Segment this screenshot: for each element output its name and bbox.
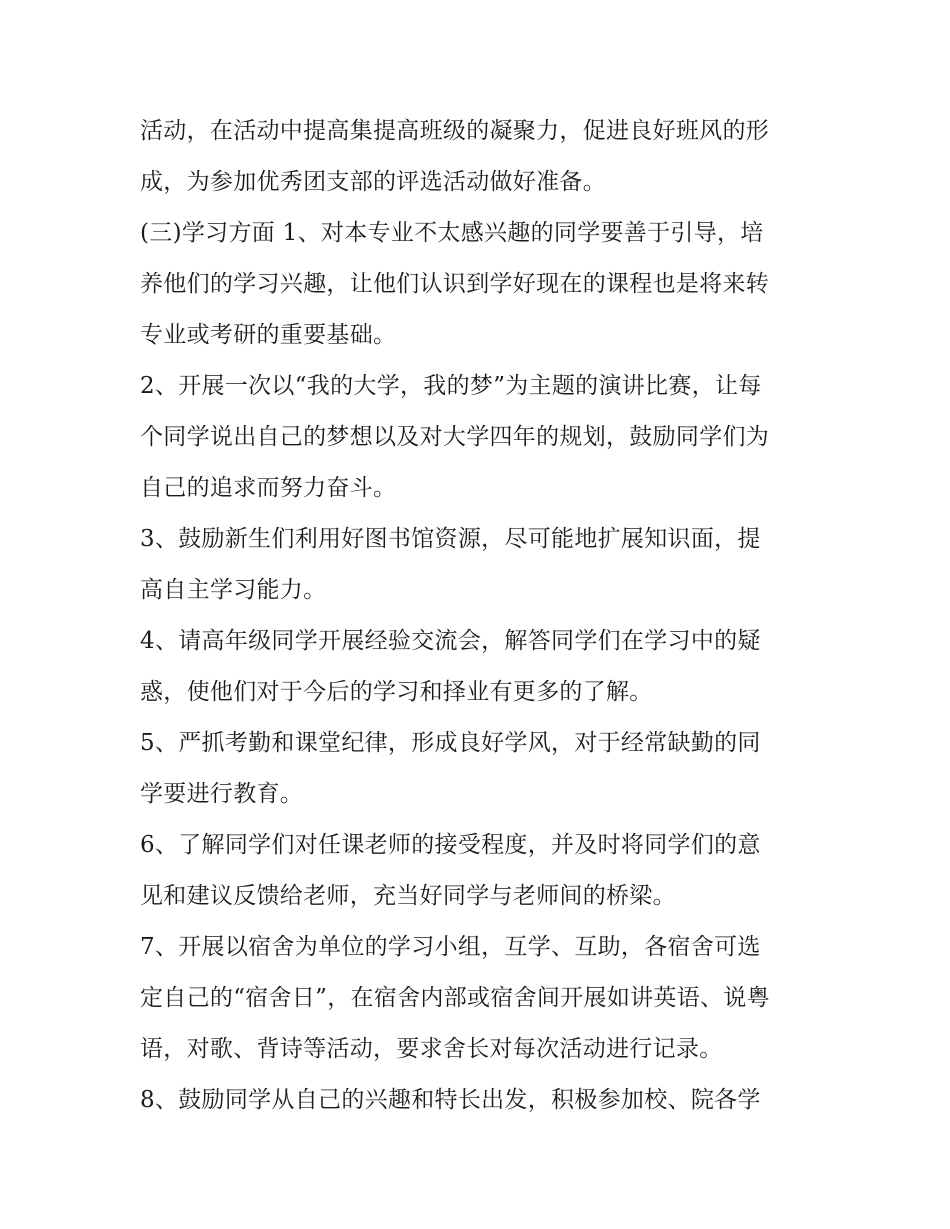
- text-line-14: 学要进行教育。: [140, 781, 304, 807]
- text-line-16: 见和建议反馈给老师，充当好同学与老师间的桥梁。: [140, 883, 676, 909]
- text-line-6: 2、开展一次以“我的大学，我的梦”为主题的演讲比赛，让每: [140, 373, 762, 399]
- text-line-2: 成，为参加优秀团支部的评选活动做好准备。: [140, 169, 606, 195]
- text-line-12: 惑，使他们对于今后的学习和择业有更多的了解。: [140, 679, 653, 705]
- text-line-17: 7、开展以宿舍为单位的学习小组，互学、互助，各宿舍可选: [140, 934, 761, 960]
- text-line-8: 自己的追求而努力奋斗。: [140, 475, 397, 501]
- text-line-13: 5、严抓考勤和课堂纪律，形成良好学风，对于经常缺勤的同: [140, 730, 761, 756]
- text-line-20: 8、鼓励同学从自己的兴趣和特长出发，积极参加校、院各学: [140, 1087, 761, 1113]
- text-line-10: 高自主学习能力。: [140, 577, 327, 603]
- text-line-11: 4、请高年级同学开展经验交流会，解答同学们在学习中的疑: [140, 628, 761, 654]
- body-text: [140, 106, 820, 1126]
- text-line-19: 语，对歌、背诗等活动，要求舍长对每次活动进行记录。: [140, 1036, 723, 1062]
- text-line-1: 活动，在活动中提高集提高班级的凝聚力，促进良好班风的形: [140, 118, 770, 144]
- text-line-5: 专业或考研的重要基础。: [140, 322, 397, 348]
- text-line-15: 6、了解同学们对任课老师的接受程度，并及时将同学们的意: [140, 832, 761, 858]
- text-line-3: (三)学习方面 1、对本专业不太感兴趣的同学要善于引导，培: [140, 220, 764, 246]
- text-line-9: 3、鼓励新生们利用好图书馆资源，尽可能地扩展知识面，提: [140, 526, 761, 552]
- text-line-7: 个同学说出自己的梦想以及对大学四年的规划，鼓励同学们为: [140, 424, 770, 450]
- text-line-18: 定自己的“宿舍日”，在宿舍内部或宿舍间开展如讲英语、说粤: [140, 985, 770, 1011]
- text-line-4: 养他们的学习兴趣，让他们认识到学好现在的课程也是将来转: [140, 271, 770, 297]
